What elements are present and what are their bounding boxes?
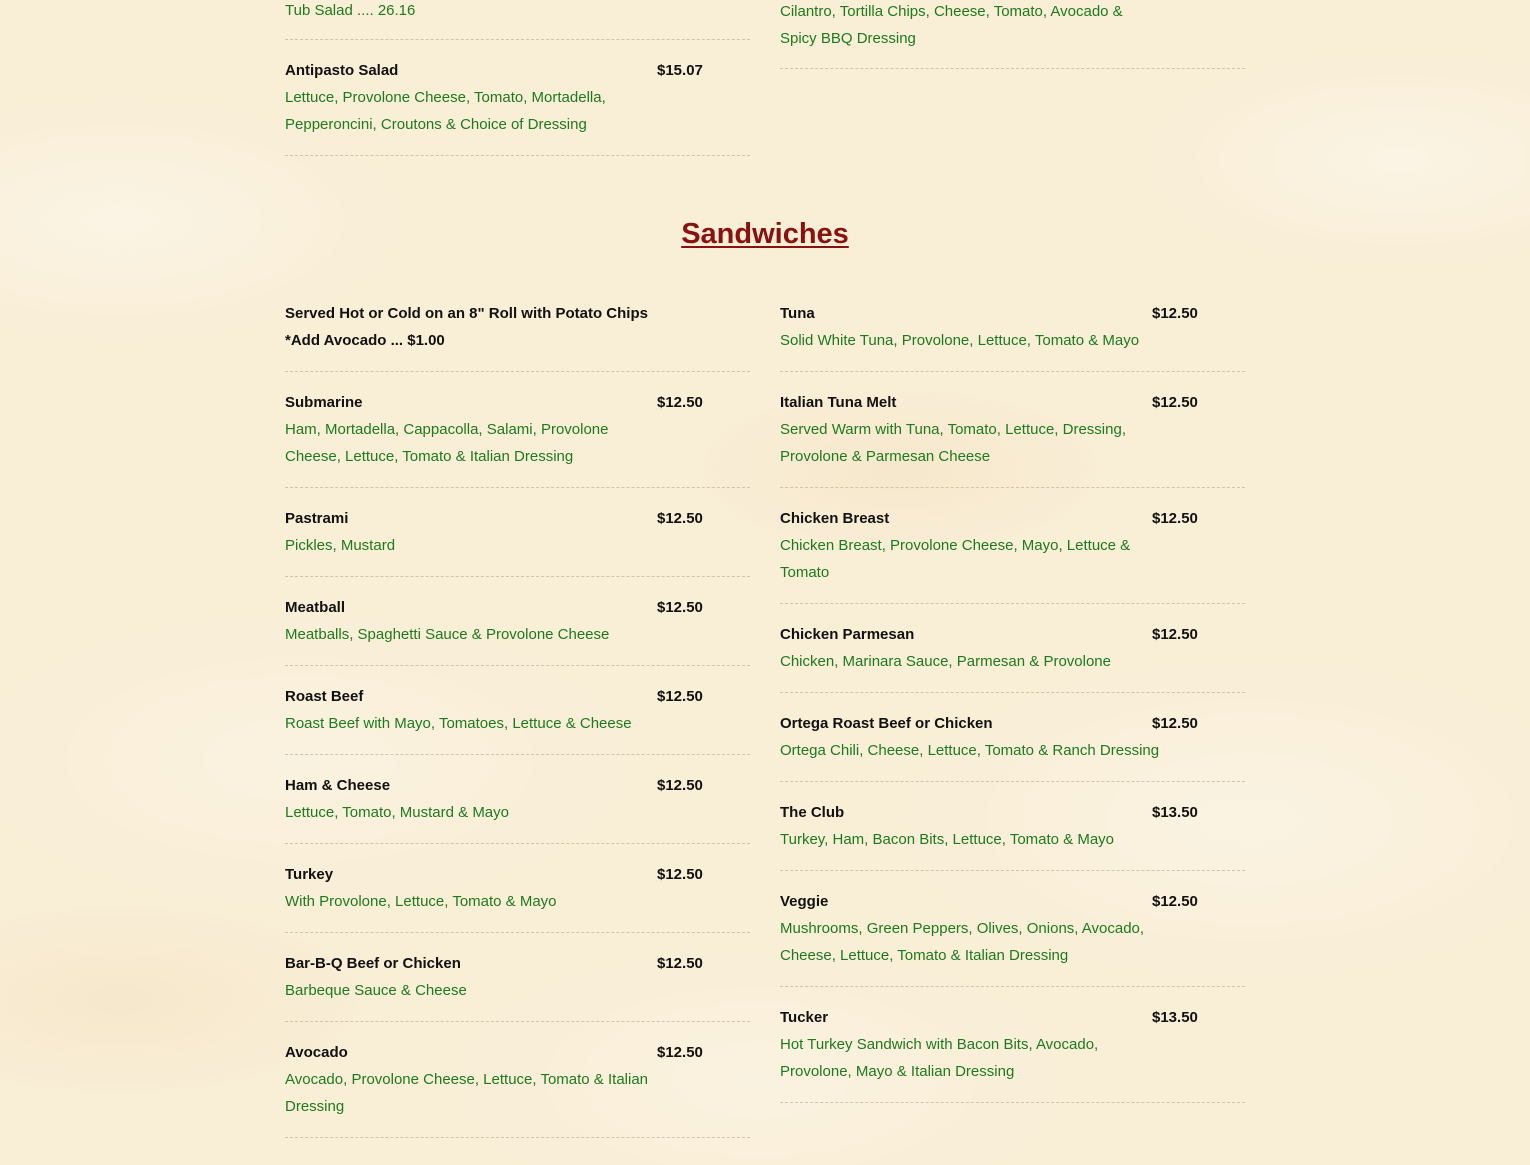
item-name: Meatball bbox=[285, 599, 346, 616]
item-description: Ortega Chili, Cheese, Lettuce, Tomato & Ranch Dressing bbox=[780, 742, 1160, 759]
salads-right-column bbox=[780, 0, 1245, 69]
item-price: $12.50 bbox=[1152, 626, 1198, 643]
sandwiches-left-column bbox=[285, 283, 750, 1138]
item-price: $12.50 bbox=[657, 599, 703, 616]
item-price: $12.50 bbox=[1152, 305, 1198, 322]
menu-item-turkey bbox=[285, 844, 750, 933]
item-price: $12.50 bbox=[1152, 893, 1198, 910]
item-price: $12.50 bbox=[657, 777, 703, 794]
section-title-sandwiches: Sandwiches bbox=[681, 218, 849, 250]
tub-salad-line: Tub Salad .... 26.16 bbox=[285, 2, 416, 19]
item-description: Lettuce, Tomato, Mustard & Mayo bbox=[285, 804, 509, 821]
item-name: Italian Tuna Melt bbox=[780, 394, 897, 411]
item-price: $12.50 bbox=[657, 688, 703, 705]
menu-item-tucker bbox=[780, 987, 1245, 1103]
item-price: $12.50 bbox=[657, 1044, 703, 1061]
item-price: $13.50 bbox=[1152, 804, 1198, 821]
serving-note bbox=[285, 283, 750, 372]
menu-item-ortega bbox=[780, 693, 1245, 782]
item-name: Roast Beef bbox=[285, 688, 364, 705]
item-description: Cilantro, Tortilla Chips, Cheese, Tomato, Avocado & Spicy BBQ Dressing bbox=[780, 3, 1123, 47]
menu-item-chicken-parmesan bbox=[780, 604, 1245, 693]
item-price: $12.50 bbox=[1152, 715, 1198, 732]
menu-item-meatball bbox=[285, 577, 750, 666]
tub-salad-item bbox=[285, 0, 750, 40]
item-description: Chicken Breast, Provolone Cheese, Mayo, Lettuce & Tomato bbox=[780, 537, 1131, 581]
menu-item-chicken-breast bbox=[780, 488, 1245, 604]
item-description: Served Warm with Tuna, Tomato, Lettuce, Dressing, Provolone & Parmesan Cheese bbox=[780, 421, 1126, 465]
item-price: $12.50 bbox=[657, 955, 703, 972]
item-description: Meatballs, Spaghetti Sauce & Provolone Cheese bbox=[285, 626, 610, 643]
item-price: $12.50 bbox=[657, 510, 703, 527]
item-name: Pastrami bbox=[285, 510, 349, 527]
menu-item-the-club bbox=[780, 782, 1245, 871]
item-name: Tucker bbox=[780, 1009, 829, 1026]
menu-item-submarine bbox=[285, 372, 750, 488]
item-description: With Provolone, Lettuce, Tomato & Mayo bbox=[285, 893, 557, 910]
item-price: $15.07 bbox=[657, 62, 703, 79]
item-description: Ham, Mortadella, Cappacolla, Salami, Provolone Cheese, Lettuce, Tomato & Italian Dressing bbox=[285, 421, 609, 465]
menu-item-roast-beef bbox=[285, 666, 750, 755]
menu-item-ham-cheese bbox=[285, 755, 750, 844]
item-price: $12.50 bbox=[657, 394, 703, 411]
item-name: Avocado bbox=[285, 1044, 348, 1061]
item-description: Turkey, Ham, Bacon Bits, Lettuce, Tomato & Mayo bbox=[780, 831, 1115, 848]
item-description: Mushrooms, Green Peppers, Olives, Onions, Avocado, Cheese, Lettuce, Tomato & Italian Dressing bbox=[780, 920, 1145, 964]
menu-item-pastrami bbox=[285, 488, 750, 577]
item-price: $12.50 bbox=[1152, 510, 1198, 527]
sandwiches-right-column bbox=[780, 283, 1245, 1103]
item-description: Lettuce, Provolone Cheese, Tomato, Mortadella, Pepperoncini, Croutons & Choice of Dressing bbox=[285, 89, 606, 133]
serving-note-line1: Served Hot or Cold on an 8" Roll with Potato Chips bbox=[285, 305, 648, 322]
menu-item-italian-tuna-melt bbox=[780, 372, 1245, 488]
menu-item-veggie bbox=[780, 871, 1245, 987]
serving-note-line2: *Add Avocado ... $1.00 bbox=[285, 332, 445, 349]
menu-item-avocado bbox=[285, 1022, 750, 1138]
item-name: Chicken Breast bbox=[780, 510, 890, 527]
item-name: Veggie bbox=[780, 893, 829, 910]
menu-item-bbq bbox=[285, 933, 750, 1022]
item-name: Chicken Parmesan bbox=[780, 626, 915, 643]
item-name: Antipasto Salad bbox=[285, 62, 399, 79]
item-description: Pickles, Mustard bbox=[285, 537, 396, 554]
item-price: $12.50 bbox=[657, 866, 703, 883]
antipasto-salad-item bbox=[285, 40, 750, 156]
item-name: Tuna bbox=[780, 305, 815, 322]
item-description: Solid White Tuna, Provolone, Lettuce, Tomato & Mayo bbox=[780, 332, 1140, 349]
item-price: $13.50 bbox=[1152, 1009, 1198, 1026]
item-description: Roast Beef with Mayo, Tomatoes, Lettuce & Cheese bbox=[285, 715, 632, 732]
item-description: Chicken, Marinara Sauce, Parmesan & Provolone bbox=[780, 653, 1111, 670]
item-name: Ortega Roast Beef or Chicken bbox=[780, 715, 993, 732]
item-name: Ham & Cheese bbox=[285, 777, 391, 794]
salad-item-partial bbox=[780, 0, 1245, 69]
item-price: $12.50 bbox=[1152, 394, 1198, 411]
item-name: Submarine bbox=[285, 394, 363, 411]
item-description: Barbeque Sauce & Cheese bbox=[285, 982, 467, 999]
menu-item-tuna bbox=[780, 283, 1245, 372]
item-description: Avocado, Provolone Cheese, Lettuce, Tomato & Italian Dressing bbox=[285, 1071, 649, 1115]
item-name: The Club bbox=[780, 804, 845, 821]
salads-left-column bbox=[285, 0, 750, 156]
item-description: Hot Turkey Sandwich with Bacon Bits, Avocado, Provolone, Mayo & Italian Dressing bbox=[780, 1036, 1099, 1080]
item-name: Bar-B-Q Beef or Chicken bbox=[285, 955, 461, 972]
item-name: Turkey bbox=[285, 866, 334, 883]
